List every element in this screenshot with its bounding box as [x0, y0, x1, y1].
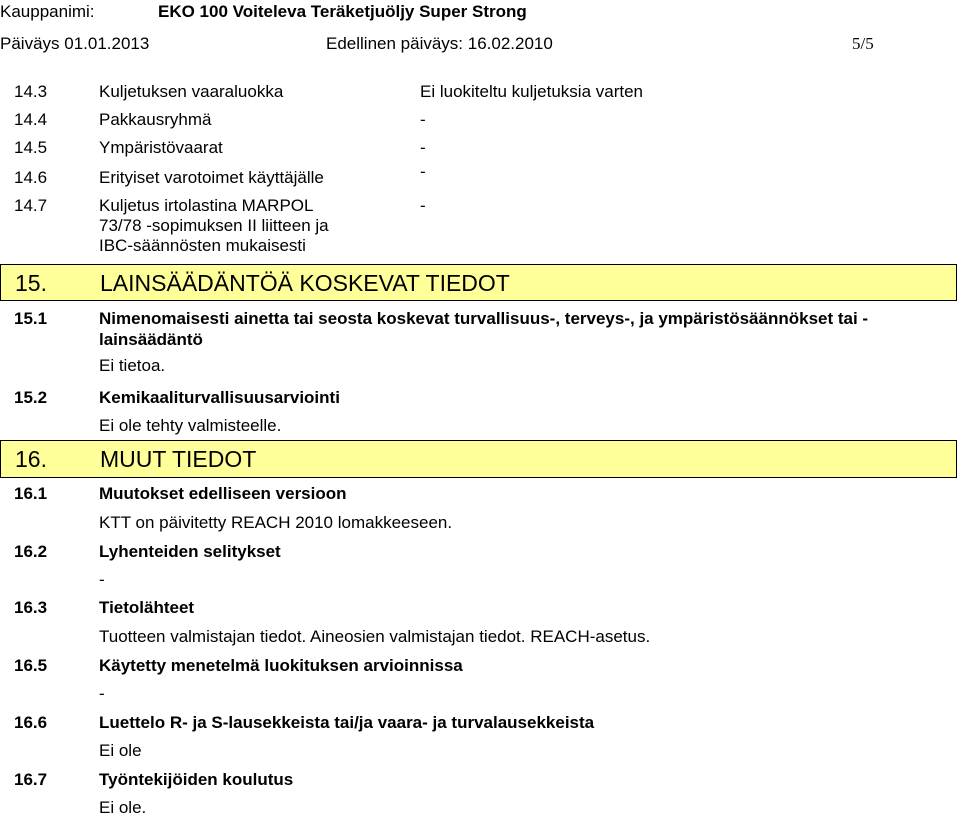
- subsection-body: -: [99, 570, 105, 589]
- section-title: MUUT TIEDOT: [100, 446, 257, 472]
- subsection-number: 15.1: [14, 309, 48, 328]
- row-title: Pakkausryhmä: [99, 110, 212, 129]
- subsection-title: Käytetty menetelmä luokituksen arvioinnissa: [99, 656, 463, 675]
- row-number: 14.6: [14, 168, 48, 187]
- subsection-title: Työntekijöiden koulutus: [99, 770, 294, 789]
- row-value: -: [420, 110, 426, 129]
- subsection-title: Lyhenteiden selitykset: [99, 542, 281, 561]
- product-name: EKO 100 Voiteleva Teräketjuöljy Super Strong: [158, 2, 527, 21]
- subsection-body: KTT on päivitetty REACH 2010 lomakkeeseen.: [99, 513, 453, 532]
- row-number: 14.4: [14, 110, 48, 129]
- section-number: 15.: [15, 270, 47, 296]
- row-number: 14.7: [14, 196, 48, 215]
- subsection-body: Tuotteen valmistajan tiedot. Aineosien valmistajan tiedot. REACH-asetus.: [99, 627, 651, 646]
- page-number: 5/5: [852, 34, 874, 53]
- section-header-16: [0, 440, 957, 478]
- subsection-body: -: [99, 684, 105, 703]
- row-title: Erityiset varotoimet käyttäjälle: [99, 168, 324, 187]
- subsection-body: Ei ole.: [99, 798, 147, 817]
- row-number: 14.3: [14, 82, 48, 101]
- subsection-title: Kemikaaliturvallisuusarviointi: [99, 388, 340, 407]
- subsection-title: Luettelo R- ja S-lausekkeista tai/ja vaara- ja turvalausekkeista: [99, 713, 595, 732]
- subsection-number: 16.3: [14, 598, 48, 617]
- row-value: -: [420, 138, 426, 157]
- row-value: Ei luokiteltu kuljetuksia varten: [420, 82, 644, 101]
- subsection-number: 16.6: [14, 713, 48, 732]
- subsection-title: Tietolähteet: [99, 598, 195, 617]
- subsection-number: 16.7: [14, 770, 48, 789]
- previous-date: Edellinen päiväys: 16.02.2010: [326, 34, 553, 53]
- row-number: 14.5: [14, 138, 48, 157]
- subsection-title: Nimenomaisesti ainetta tai seosta koskevat turvallisuus-, terveys-, ja ympäristösäännökset tai -: [99, 309, 869, 328]
- row-title: Ympäristövaarat: [99, 138, 223, 157]
- row-title-line: 73/78 -sopimuksen II liitteen ja: [99, 216, 329, 235]
- subsection-number: 16.2: [14, 542, 48, 561]
- issue-date: Päiväys 01.01.2013: [0, 34, 150, 53]
- subsection-body: Ei ole tehty valmisteelle.: [99, 416, 282, 435]
- row-title: Kuljetuksen vaaraluokka: [99, 82, 284, 101]
- section-header-15: [0, 264, 957, 301]
- subsection-title: Muutokset edelliseen versioon: [99, 484, 347, 503]
- row-value: -: [420, 162, 426, 181]
- section-title: LAINSÄÄDÄNTÖÄ KOSKEVAT TIEDOT: [100, 270, 510, 296]
- product-label: Kauppanimi:: [0, 2, 95, 21]
- subsection-number: 15.2: [14, 388, 48, 407]
- subsection-number: 16.1: [14, 484, 48, 503]
- subsection-title: lainsäädäntö: [99, 330, 203, 349]
- row-title-line: Kuljetus irtolastina MARPOL: [99, 196, 314, 215]
- subsection-number: 16.5: [14, 656, 48, 675]
- section-number: 16.: [15, 446, 47, 472]
- row-value: -: [420, 196, 426, 215]
- subsection-body: Ei tietoa.: [99, 356, 166, 375]
- subsection-body: Ei ole: [99, 741, 142, 760]
- row-title-line: IBC-säännösten mukaisesti: [99, 236, 306, 255]
